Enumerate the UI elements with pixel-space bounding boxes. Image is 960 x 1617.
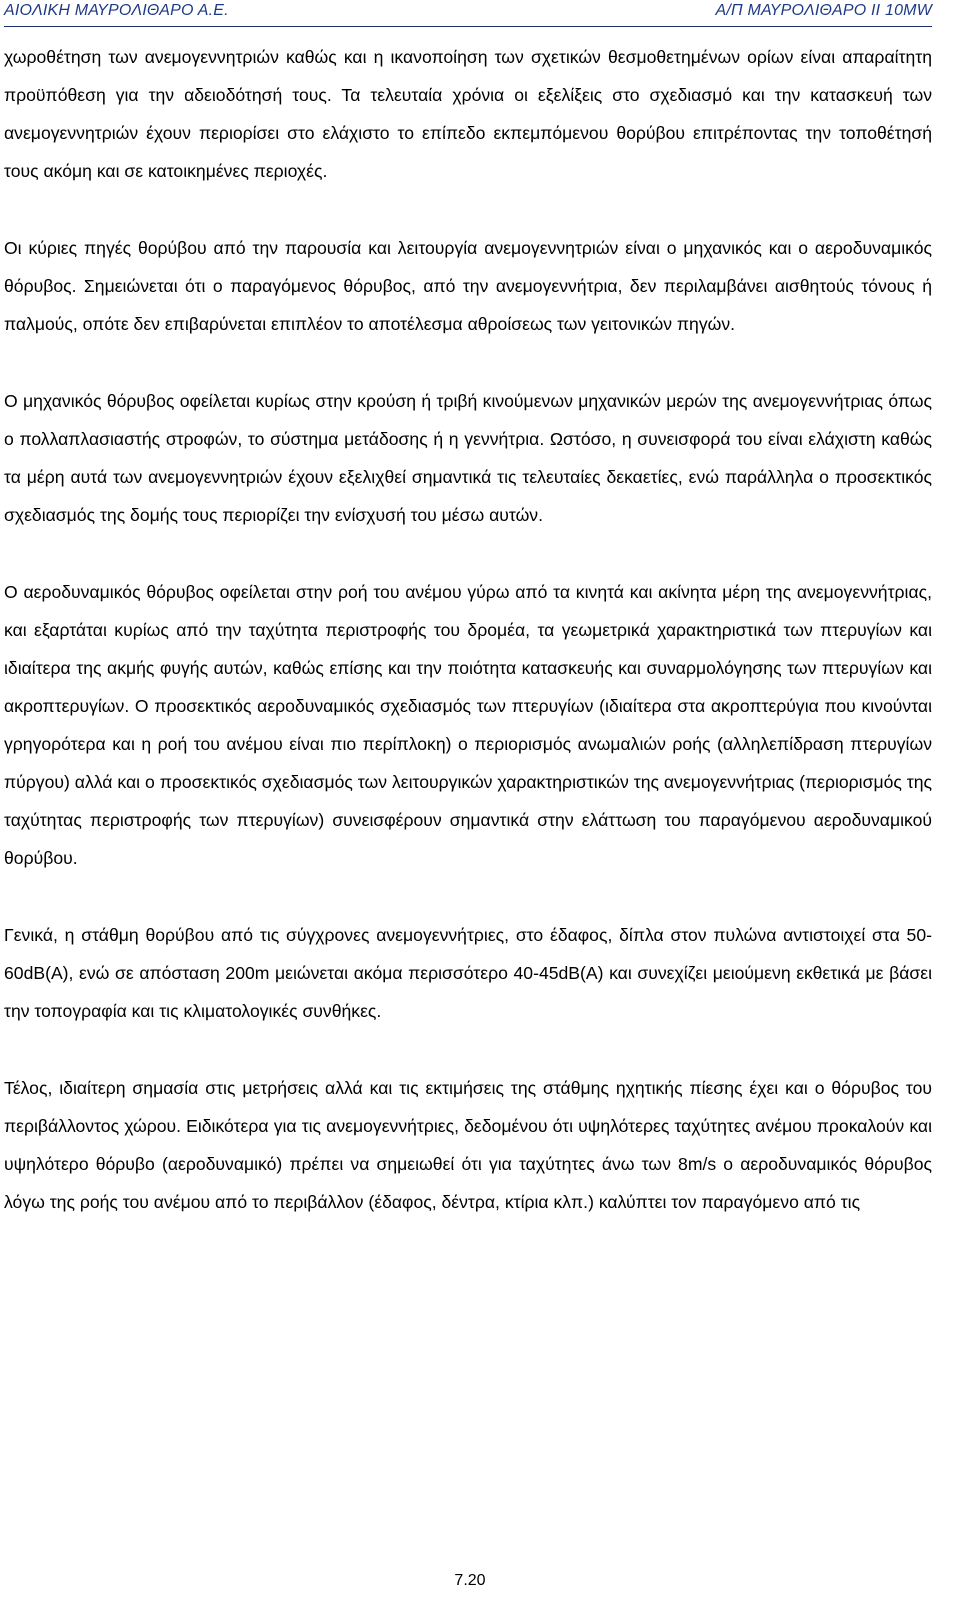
header-company-name: ΑΙΟΛΙΚΗ ΜΑΥΡΟΛΙΘΑΡΟ Α.Ε. bbox=[4, 2, 229, 19]
document-body bbox=[4, 38, 932, 1221]
paragraph-ambient-noise: Τέλος, ιδιαίτερη σημασία στις μετρήσεις αλλά και τις εκτιμήσεις της στάθμης ηχητικής πίεσης έχει και ο θόρυβος του περιβάλλοντος χώρου. Ειδικότερα για τις ανεμογεννήτριες, δεδομένου ότι υψηλότερες ταχύτητες ανέμου προκαλούν και υψηλότερο θόρυβο (αεροδυναμικό) πρέπει να σημειωθεί ότι για ταχύτητες άνω των 8m/s ο αεροδυναμικός θόρυβος λόγω της ροής του ανέμου από το περιβάλλον (έδαφος, δέντρα, κτίρια κλπ.) καλύπτει τον παραγόμενο από τις bbox=[4, 1078, 932, 1212]
page-number: 7.20 bbox=[454, 1572, 486, 1589]
paragraph-aerodynamic-noise: Ο αεροδυναμικός θόρυβος οφείλεται στην ροή του ανέμου γύρω από τα κινητά και ακίνητα μέρη της ανεμογεννήτριας, και εξαρτάται κυρίως από την ταχύτητα περιστροφής του δρομέα, τα γεωμετρικά χαρακτηριστικά των πτερυγίων και ιδιαίτερα της ακμής φυγής αυτών, καθώς επίσης και την ποιότητα κατασκευής και συναρμολόγησης των πτερυγίων και ακροπτερυγίων. Ο προσεκτικός αεροδυναμικός σχεδιασμός των πτερυγίων (ιδιαίτερα στα ακροπτερύγια που κινούνται γρηγορότερα και η ροή του ανέμου είναι πιο περίπλοκη) ο περιορισμός ανωμαλιών ροής (αλληλεπίδραση πτερυγίων πύργου) αλλά και ο προσεκτικός σχεδιασμός των λειτουργικών χαρακτηριστικών της ανεμογεννήτριας (περιορισμός της ταχύτητας περιστροφής των πτερυγίων) συνεισφέρουν σημαντικά στην ελάττωση του παραγόμενου αεροδυναμικού θορύβου. bbox=[4, 582, 932, 868]
paragraph-mechanical-noise: Ο μηχανικός θόρυβος οφείλεται κυρίως στην κρούση ή τριβή κινούμενων μηχανικών μερών της ανεμογεννήτριας όπως ο πολλαπλασιαστής στροφών, το σύστημα μετάδοσης ή η γεννήτρια. Ωστόσο, η συνεισφορά του είναι ελάχιστη καθώς τα μέρη αυτά των ανεμογεννητριών έχουν εξελιχθεί σημαντικά τις τελευταίες δεκαετίες, ενώ παράλληλα ο προσεκτικός σχεδιασμός της δομής τους περιορίζει την ενίσχυσή του μέσω αυτών. bbox=[4, 391, 932, 525]
page-header bbox=[4, 0, 932, 27]
paragraph-noise-sources: Οι κύριες πηγές θορύβου από την παρουσία και λειτουργία ανεμογεννητριών είναι ο μηχανικός και ο αεροδυναμικός θόρυβος. Σημειώνεται ότι ο παραγόμενος θόρυβος, από την ανεμογεννήτρια, δεν περιλαμβάνει αισθητούς τόνους ή παλμούς, οπότε δεν επιβαρύνεται επιπλέον το αποτέλεσμα αθροίσεως των γειτονικών πηγών. bbox=[4, 238, 932, 334]
paragraph-noise-levels: Γενικά, η στάθμη θορύβου από τις σύγχρονες ανεμογεννήτριες, στο έδαφος, δίπλα στον πυλώνα αντιστοιχεί στα 50-60dB(A), ενώ σε απόσταση 200m μειώνεται ακόμα περισσότερο 40-45dB(A) και συνεχίζει μειούμενη εκθετικά με βάσει την τοπογραφία και τις κλιματολογικές συνθήκες. bbox=[4, 925, 932, 1021]
paragraph-siting: χωροθέτηση των ανεμογεννητριών καθώς και η ικανοποίηση των σχετικών θεσμοθετημένων ορίων είναι απαραίτητη προϋπόθεση για την αδειοδότησή τους. Τα τελευταία χρόνια οι εξελίξεις στο σχεδιασμό και την κατασκευή των ανεμογεννητριών έχουν περιορίσει στο ελάχιστο το επίπεδο εκπεμπόμενου θορύβου επιτρέποντας την τοποθέτησή τους ακόμη και σε κατοικημένες περιοχές. bbox=[4, 47, 932, 181]
header-project-name: Α/Π ΜΑΥΡΟΛΙΘΑΡΟ ΙΙ 10MW bbox=[715, 2, 932, 19]
